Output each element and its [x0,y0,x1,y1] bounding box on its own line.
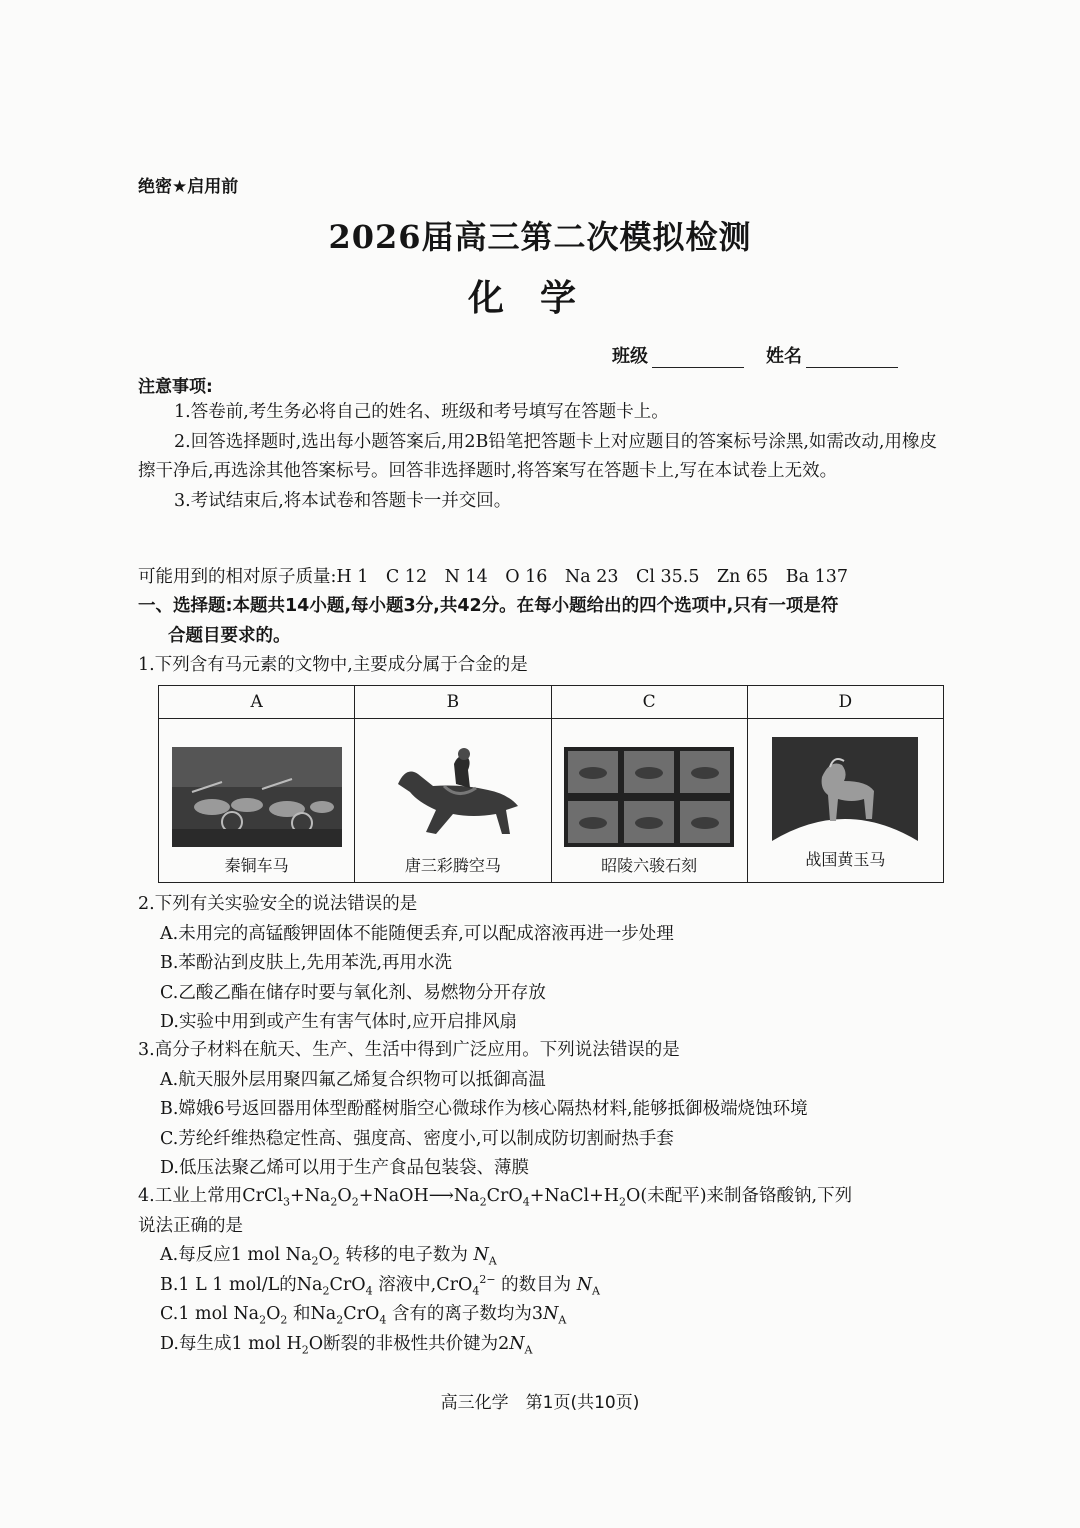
jade-horse-photo [772,737,918,841]
question-4-option: C.1 mol $Na_2O_2$ 和$Na_2CrO_4$ 含有的离子数均为$3N_A$ [160,1304,567,1327]
question-4-option: D.每生成1 mol $H_2O$断裂的非极性共价键为$2N_A$ [160,1333,533,1356]
section-title-line2: 合题目要求的。 [168,625,291,646]
question-1-options-table [158,685,944,883]
notice-item: 3.考试结束后,将本试卷和答题卡一并交回。 [174,490,512,511]
question-4-option: A.每反应1 mol $Na_2O_2$ 转移的电子数为 $N_A$ [160,1245,497,1268]
question-3-option: B.嫦娥6号返回器用体型酚醛树脂空心微球作为核心隔热材料,能够抵御极端烧蚀环境 [160,1099,808,1119]
section-title-line1: 一、选择题:本题共14小题,每小题3分,共42分。在每小题给出的四个选项中,只有一项是符 [138,596,839,616]
question-4-stem: 4.工业上常用$CrCl_3+Na_2O_2+NaOH⟶Na_2CrO_4+NaCl+H_2O$(未配平)来制备铬酸钠,下列 [138,1186,853,1209]
bronze-chariot-photo [172,747,342,847]
question-2 [138,890,943,1038]
tri-color-horse-photo [378,741,528,847]
option-b-caption: 唐三彩腾空马 [404,856,501,875]
section-title [138,592,943,651]
notice-item: 1.答卷前,考生务必将自己的姓名、班级和考号填写在答题卡上。 [174,402,669,422]
option-a-letter: A [159,686,355,719]
option-b-letter: B [355,686,551,719]
question-4-stem-line2: 说法正确的是 [138,1215,243,1236]
confidential-label: 绝密★启用前 [138,177,239,197]
notice-title: 注意事项: [138,377,213,397]
question-1-stem: 1.下列含有马元素的文物中,主要成分属于合金的是 [138,655,528,675]
question-2-option: A.未用完的高锰酸钾固体不能随便丢弃,可以配成溶液再进一步处理 [160,923,674,944]
stone-relief-photo [564,747,734,847]
question-4-option: B.1 L 1 mol/L的$Na_2CrO_4$ 溶液中,CrO$_4^{2-}$ 的数目为 $N_A$ [160,1272,600,1297]
question-2-option: B.苯酚沾到皮肤上,先用苯洗,再用水洗 [160,953,453,973]
question-2-option: D.实验中用到或产生有害气体时,应开启排风扇 [160,1012,518,1032]
class-blank[interactable] [652,349,744,368]
student-fields [612,342,920,368]
exam-title: 2026届高三第二次模拟检测 [328,218,752,256]
question-3-option: A.航天服外层用聚四氟乙烯复合织物可以抵御高温 [160,1069,546,1090]
question-3-option: D.低压法聚乙烯可以用于生产食品包装袋、薄膜 [160,1158,529,1178]
question-3-stem: 3.高分子材料在航天、生产、生活中得到广泛应用。下列说法错误的是 [138,1040,680,1060]
name-label: 姓名 [766,346,802,367]
option-d-caption: 战国黄玉马 [805,850,886,869]
option-d-cell [747,719,943,883]
name-blank[interactable] [806,349,898,368]
atomic-mass-line: 可能用到的相对原子质量:H 1 C 12 N 14 O 16 Na 23 Cl 35.5 Zn 65 Ba 137 [138,567,849,587]
question-4 [138,1182,943,1359]
question-2-stem: 2.下列有关实验安全的说法错误的是 [138,894,418,914]
notice-list [138,398,943,516]
option-c-letter: C [551,686,747,719]
option-a-caption: 秦铜车马 [224,856,289,875]
option-a-cell [159,719,355,883]
notice-item: 2.回答选择题时,选出每小题答案后,用2B铅笔把答题卡上对应题目的答案标号涂黑,如需改动,用橡皮擦干净后,再选涂其他答案标号。回答非选择题时,将答案写在答题卡上,写在本试卷上无效。 [138,431,937,481]
page-footer: 高三化学 第1页(共10页) [440,1393,640,1413]
class-label: 班级 [612,346,648,367]
option-d-letter: D [747,686,943,719]
question-2-option: C.乙酸乙酯在储存时要与氧化剂、易燃物分开存放 [160,982,546,1003]
question-3-option: C.芳纶纤维热稳定性高、强度高、密度小,可以制成防切割耐热手套 [160,1128,674,1149]
option-c-cell [551,719,747,883]
option-c-caption: 昭陵六骏石刻 [601,856,698,875]
subject-title: 化学 [467,277,612,319]
option-b-cell [355,719,551,883]
question-3 [138,1036,943,1184]
